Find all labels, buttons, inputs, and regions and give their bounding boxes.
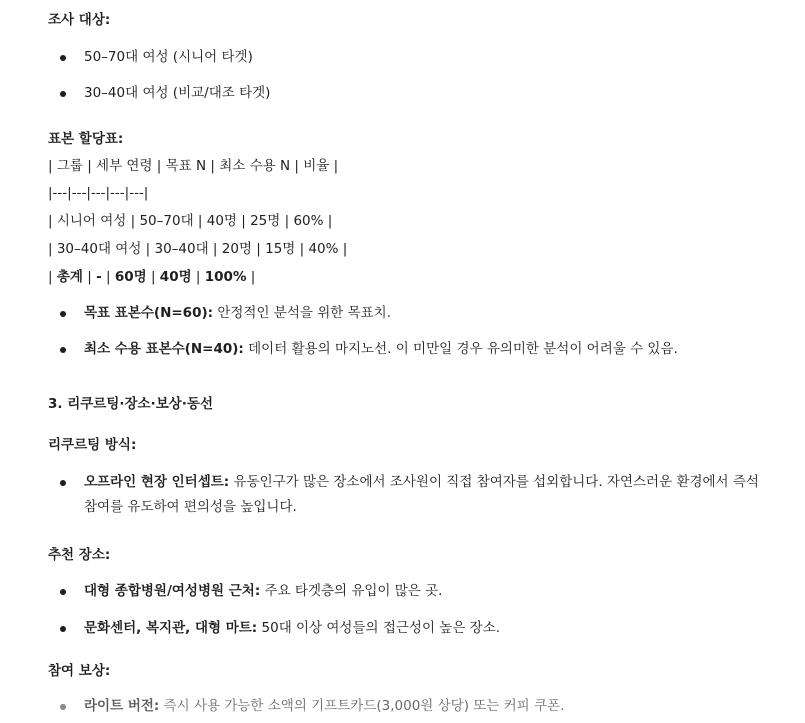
total-age: -	[96, 269, 102, 285]
list-item-quota-note-1: 목표 표본수(N=60): 안정적인 분석을 위한 목표치.	[84, 305, 391, 321]
bullet-icon	[60, 589, 66, 595]
list-item-quota-note-2: 최소 수용 표본수(N=40): 데이터 활용의 마지노선. 이 미만일 경우 유의미한 분석이 어려울 수 있음.	[84, 341, 678, 357]
bullet-icon	[60, 91, 66, 97]
bullet-icon	[60, 347, 66, 353]
table-row-3040: | 30–40대 여성 | 30–40대 | 20명 | 15명 | 40% |	[48, 241, 348, 257]
total-label: 총계	[56, 269, 83, 285]
total-target-n: 60명	[114, 269, 147, 285]
section-title: 3. 리쿠르팅·장소·보상·동선	[48, 396, 214, 412]
reward-heading: 참여 보상:	[48, 663, 111, 679]
list-item-recruit-1: 오프라인 현장 인터셉트: 유동인구가 많은 장소에서 조사원이 직접 참여자를 섭외합니다. 자연스러운 환경에서 즉석 참여를 유도하여 편의성을 높입니다.	[84, 474, 759, 515]
table-row-total: | 총계 | - | 60명 | 40명 | 100% |	[48, 269, 256, 285]
target-heading: 조사 대상:	[48, 12, 111, 28]
list-item-place-2: 문화센터, 복지관, 대형 마트: 50대 이상 여성들의 접근성이 높은 장소.	[84, 620, 501, 636]
recruit-heading: 리쿠르팅 방식:	[48, 437, 137, 453]
bullet-icon	[60, 55, 66, 61]
bullet-icon	[60, 626, 66, 632]
bullet-icon	[60, 311, 66, 317]
total-ratio: 100%	[204, 269, 247, 285]
list-item-place-1: 대형 종합병원/여성병원 근처: 주요 타겟층의 유입이 많은 곳.	[84, 583, 443, 599]
table-header-line: | 그룹 | 세부 연령 | 목표 N | 최소 수용 N | 비율 |	[48, 158, 339, 174]
quota-heading: 표본 할당표:	[48, 131, 124, 147]
place-heading: 추천 장소:	[48, 547, 111, 563]
bullet-icon	[60, 704, 66, 710]
table-separator-line: |---|---|---|---|---|	[48, 185, 149, 201]
list-item-target-2: 30–40대 여성 (비교/대조 타겟)	[84, 85, 271, 101]
bullet-icon	[60, 480, 66, 486]
list-item-reward-1: 라이트 버전: 즉시 사용 가능한 소액의 기프트카드(3,000원 상당) 또는 커피 쿠폰.	[84, 698, 565, 714]
table-row-senior: | 시니어 여성 | 50–70대 | 40명 | 25명 | 60% |	[48, 213, 333, 229]
list-item-target-1: 50–70대 여성 (시니어 타겟)	[84, 49, 253, 65]
total-min-n: 40명	[159, 269, 192, 285]
